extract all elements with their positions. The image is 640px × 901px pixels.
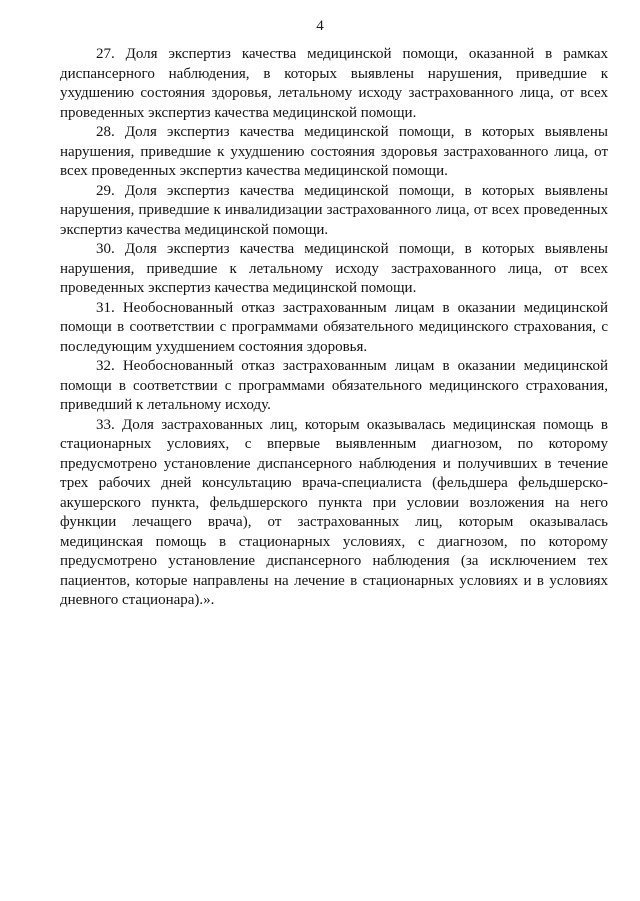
paragraph-item-27: 27. Доля экспертиз качества медицинской помощи, оказанной в рамках диспансерного наблюдения, в которых выявлены нарушения, приведшие к ухудшению состояния здоровья, летальному исходу застрахованного лица, от всех проведенных экспертиз качества медицинской помощи. bbox=[60, 46, 608, 121]
paragraph-item-29: 29. Доля экспертиз качества медицинской помощи, в которых выявлены нарушения, приведшие к инвалидизации застрахованного лица, от всех проведенных экспертиз качества медицинской помощи. bbox=[60, 182, 608, 238]
page-number: 4 bbox=[316, 18, 324, 34]
paragraph-item-32: 32. Необоснованный отказ застрахованным лицам в оказании медицинской помощи в соответствии с программами обязательного медицинского страхования, приведший к летальному исходу. bbox=[60, 358, 608, 413]
paragraph-item-28: 28. Доля экспертиз качества медицинской помощи, в которых выявлены нарушения, приведшие к ухудшению состояния здоровья застрахованного лица, от всех проведенных экспертиз качества медицинской помощи. bbox=[60, 124, 608, 179]
document-body bbox=[60, 45, 608, 611]
paragraph-item-30: 30. Доля экспертиз качества медицинской помощи, в которых выявлены нарушения, приведшие к летальному исходу застрахованного лица, от всех проведенных экспертиз качества медицинской помощи. bbox=[60, 241, 608, 296]
paragraph-item-31: 31. Необоснованный отказ застрахованным лицам в оказании медицинской помощи в соответствии с программами обязательного медицинского страхования, с последующим ухудшением состояния здоровья. bbox=[60, 299, 608, 355]
paragraph-item-33: 33. Доля застрахованных лиц, которым оказывалась медицинская помощь в стационарных условиях, с впервые выявленным диагнозом, по которому предусмотрено установление диспансерного наблюдения и получивших в течение трех рабочих дней консультацию врача-специалиста (фельдшера фельдшерско-акушерского пункта, фельдшерского пункта при условии возложения на него функции лечащего врача), от застрахованных лиц, которым оказывалась медицинская помощь в стационарных условиях, с диагнозом, по которому предусмотрено установление диспансерного наблюдения (за исключением тех пациентов, которые направлены на лечение в стационарных условиях и в условиях дневного стационара).». bbox=[60, 416, 608, 608]
